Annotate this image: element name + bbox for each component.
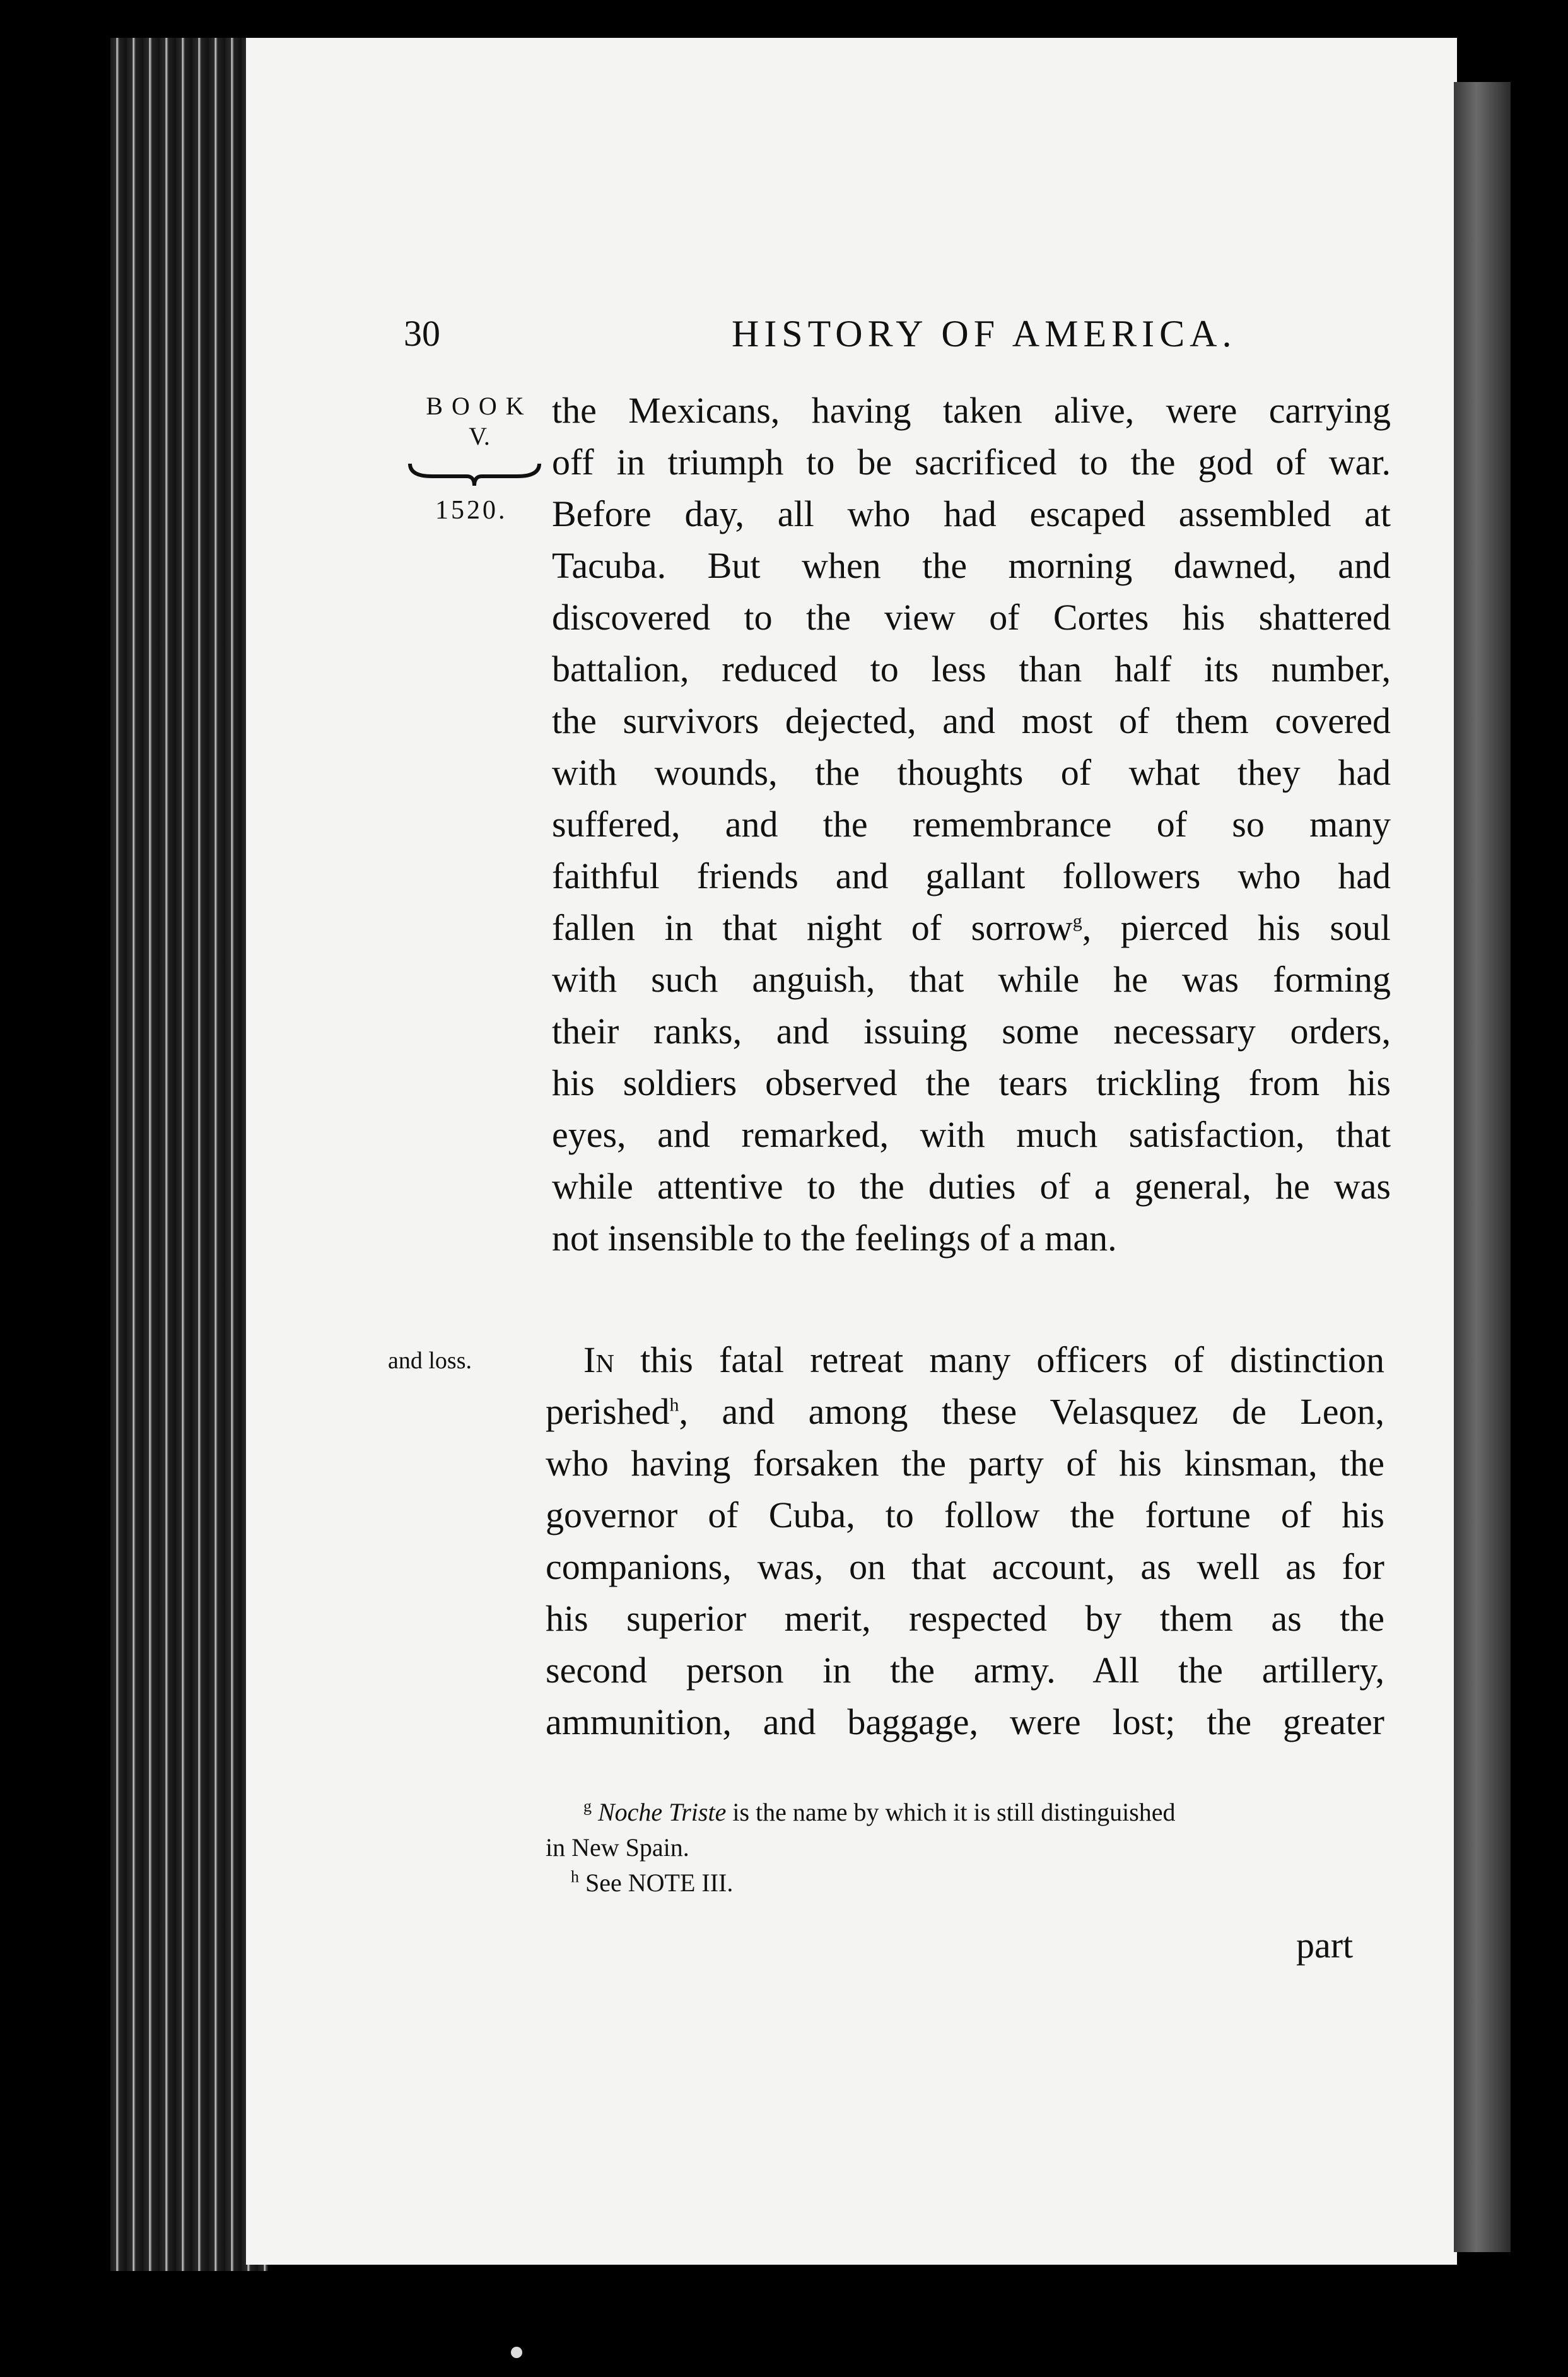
footnote-g [546,1795,1378,1830]
text-line: companions, was, on that account, as well as for [546,1546,1384,1587]
running-head [404,312,1249,369]
text-segment: this fatal retreat many officers of distinction [614,1339,1384,1380]
text-line: the survivors dejected, and most of them covered [552,700,1391,741]
text-segment: , and among these Velasquez de Leon, [679,1391,1384,1432]
footnote-ref-h[interactable]: h [669,1394,679,1416]
text-line: governor of Cuba, to follow the fortune of his [546,1494,1384,1535]
text-line: Tacuba. But when the morning dawned, and [552,545,1391,586]
footnote-ref-g[interactable]: g [1072,910,1082,932]
text-line: with such anguish, that while he was forming [552,959,1391,1000]
text-line [546,1334,1384,1386]
footnote-mark: g [583,1797,592,1816]
text-line: discovered to the view of Cortes his shattered [552,597,1391,638]
footnote-text: is the name by which it is still distinguished [726,1798,1176,1826]
book-right-edge [1454,82,1511,2252]
margin-volume-label: V. [469,422,490,450]
footnote-title: Noche Triste [598,1798,727,1826]
text-line: not insensible to the feelings of a man. [552,1218,1117,1259]
margin-year: 1520. [435,496,508,525]
catchword: part [1296,1925,1354,1966]
text-line: while attentive to the duties of a general, he was [552,1166,1391,1207]
text-line: battalion, reduced to less than half its number, [552,649,1391,690]
page-title: HISTORY OF AMERICA. [732,313,1237,355]
text-line: his superior merit, respected by them as the [546,1598,1384,1639]
text-line: the Mexicans, having taken alive, were carrying [552,390,1391,431]
margin-note-loss: and loss. [388,1347,472,1374]
text-line: faithful friends and gallant followers who had [552,855,1391,896]
text-line: who having forsaken the party of his kinsman, the [546,1443,1384,1484]
text-line: eyes, and remarked, with much satisfaction, that [552,1114,1391,1155]
stray-mark [511,2347,522,2358]
footnotes [546,1795,1378,1901]
text-segment: perished [546,1391,670,1432]
text-line: off in triumph to be sacrificed to the god of war. [552,442,1391,483]
text-line: Before day, all who had escaped assembled at [552,493,1391,534]
footnote-g-continued: in New Spain. [546,1833,689,1862]
brace-ornament [407,457,542,489]
text-line: second person in the army. All the artillery, [546,1650,1384,1691]
footnote-h [546,1865,1378,1901]
paragraph-2 [546,1334,1384,1748]
margin-book-label: BOOK [426,392,533,420]
paragraph-1 [552,385,1391,1264]
text-line [546,1386,1384,1438]
book-page-edges [110,38,268,2271]
text-line: suffered, and the remembrance of so many [552,804,1391,845]
paragraph-initial: In [583,1339,614,1380]
text-segment: , pierced his soul [1082,907,1391,948]
text-line: ammunition, and baggage, were lost; the greater [546,1701,1384,1742]
text-line: his soldiers observed the tears trickling from his [552,1062,1391,1103]
text-segment: fallen in that night of sorrow [552,907,1073,948]
page-number: 30 [404,313,440,354]
footnote-text: See NOTE III. [585,1869,734,1897]
text-line [552,902,1391,954]
text-line: with wounds, the thoughts of what they had [552,752,1391,793]
text-line: their ranks, and issuing some necessary orders, [552,1011,1391,1052]
footnote-mark: h [571,1867,579,1886]
